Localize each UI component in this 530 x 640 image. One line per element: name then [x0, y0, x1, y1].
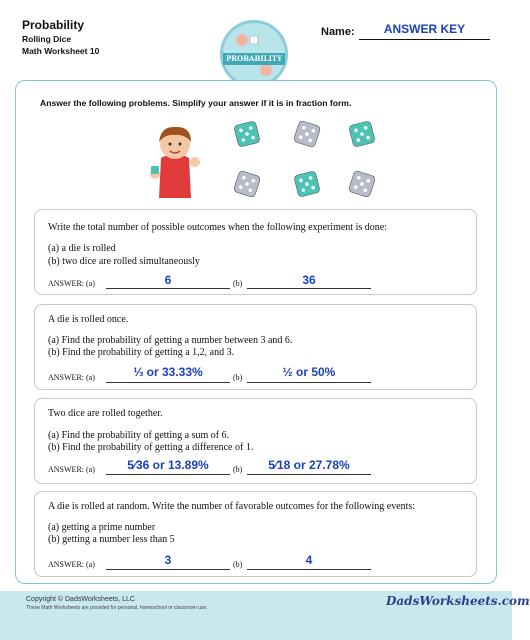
answer-b-label: (b): [233, 560, 243, 569]
die-icon: [348, 120, 376, 148]
instructions: Answer the following problems. Simplify your answer if it is in fraction form.: [40, 98, 352, 108]
copyright: Copyright © DadsWorksheets, LLC: [26, 596, 135, 603]
answer-2a[interactable]: ⅓ or 33.33%: [133, 365, 203, 379]
answer-4b[interactable]: 4: [305, 553, 313, 567]
answer-1b[interactable]: 36: [302, 273, 316, 287]
worksheet-title: Probability: [22, 18, 85, 32]
die-icon: [348, 170, 376, 198]
answer-a-line: [106, 288, 230, 289]
problem-3-text: Two dice are rolled together.: [48, 408, 163, 419]
problem-4-part-a: (a) getting a prime number: [48, 522, 156, 533]
answer-1a[interactable]: 6: [164, 273, 172, 287]
answer-b-line: [247, 474, 371, 475]
problem-4-part-b: (b) getting a number less than 5: [48, 534, 175, 545]
answer-b-line: [247, 288, 371, 289]
answer-a-line: [106, 474, 230, 475]
name-field[interactable]: ANSWER KEY: [383, 22, 466, 36]
answer-3a[interactable]: 5⁄36 or 13.89%: [127, 458, 209, 472]
die-icon: [293, 170, 321, 198]
worksheet-subtitle: Rolling Dice: [22, 34, 72, 44]
answer-b-label: (b): [233, 373, 243, 382]
problem-3-part-a: (a) Find the probability of getting a sum of 6.: [48, 430, 230, 441]
problem-1-part-a: (a) a die is rolled: [48, 243, 116, 254]
name-label: Name:: [321, 26, 355, 38]
answer-label: ANSWER: (a): [48, 465, 95, 474]
problem-4-text: A die is rolled at random. Write the number of favorable outcomes for the following events:: [48, 501, 416, 512]
child-illustration: [145, 120, 215, 200]
probability-logo: [220, 20, 288, 88]
answer-label: ANSWER: (a): [48, 373, 95, 382]
answer-label: ANSWER: (a): [48, 279, 95, 288]
problem-2-text: A die is rolled once.: [48, 314, 129, 325]
answer-a-line: [106, 569, 230, 570]
problem-1-text: Write the total number of possible outcomes when the following experiment is done:: [48, 222, 387, 233]
usage-note: These Math Worksheets are provided for personal, homeschool or classroom use.: [26, 605, 208, 611]
answer-b-label: (b): [233, 465, 243, 474]
die-icon: [293, 120, 321, 148]
die-icon: [233, 170, 261, 198]
brand-logo: DadsWorksheets.com: [386, 594, 530, 608]
problem-3-part-b: (b) Find the probability of getting a difference of 1.: [48, 442, 254, 453]
answer-4a[interactable]: 3: [164, 553, 172, 567]
die-icon: [233, 120, 261, 148]
answer-b-line: [247, 569, 371, 570]
problem-2-part-a: (a) Find the probability of getting a number between 3 and 6.: [48, 335, 293, 346]
problem-1-part-b: (b) two dice are rolled simultaneously: [48, 256, 200, 267]
answer-b-line: [247, 382, 371, 383]
name-underline: [359, 39, 490, 40]
problem-2-part-b: (b) Find the probability of getting a 1,2, and 3.: [48, 347, 235, 358]
logo-label: PROBABILITY: [223, 53, 285, 65]
answer-b-label: (b): [233, 279, 243, 288]
answer-label: ANSWER: (a): [48, 560, 95, 569]
answer-a-line: [106, 382, 230, 383]
worksheet-number: Math Worksheet 10: [22, 46, 100, 56]
answer-3b[interactable]: 5⁄18 or 27.78%: [268, 458, 350, 472]
answer-2b[interactable]: ½ or 50%: [282, 365, 336, 379]
